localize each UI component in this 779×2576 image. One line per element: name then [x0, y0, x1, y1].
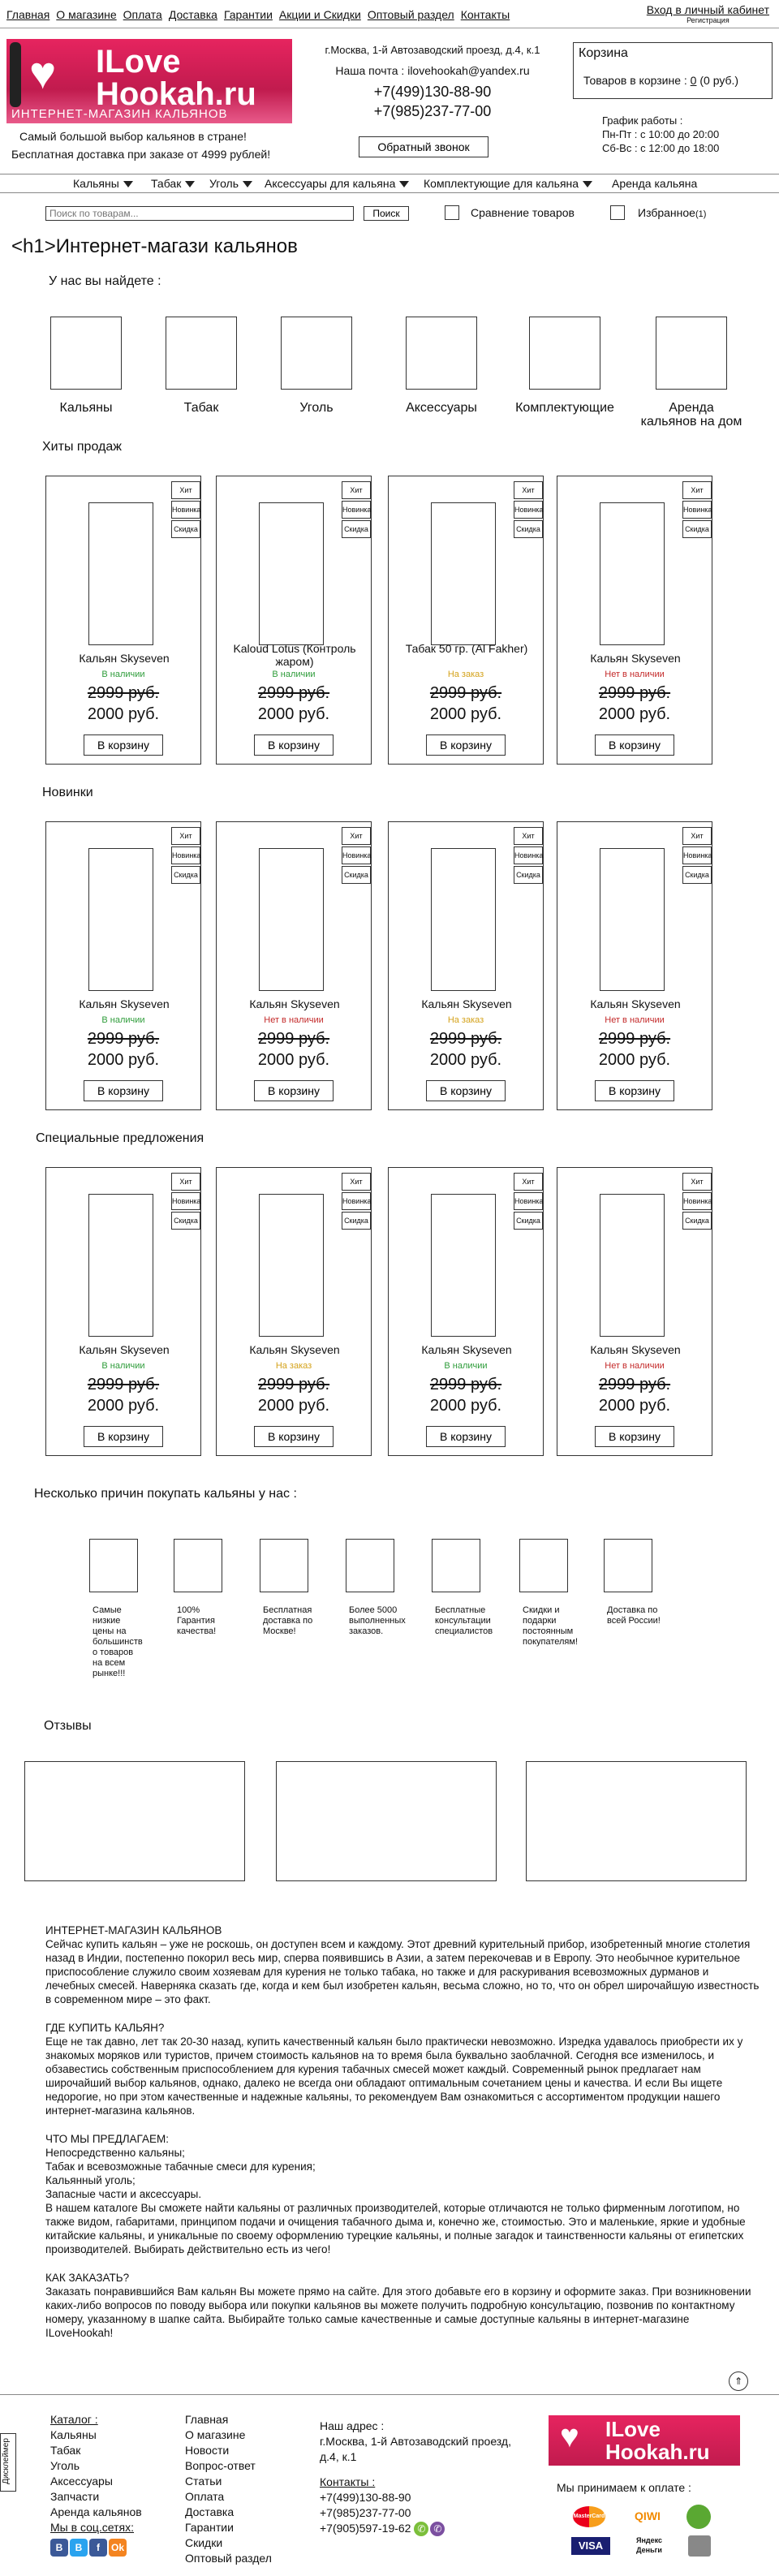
- product-badge: Хит: [342, 481, 371, 499]
- footer-contacts-title: Контакты :: [320, 2475, 376, 2488]
- add-to-cart-button[interactable]: В корзину: [254, 734, 334, 756]
- product-badge: Новинка: [682, 846, 712, 864]
- product-name[interactable]: Кальян Skyseven: [590, 652, 681, 665]
- seo-heading: КАК ЗАКАЗАТЬ?: [45, 2272, 130, 2284]
- product-badge: Хит: [342, 1173, 371, 1191]
- product-badge: Новинка: [682, 501, 712, 519]
- stock-status: На заказ: [447, 670, 484, 679]
- product-badge: Скидка: [514, 520, 543, 538]
- product-price: 2000 руб.: [598, 1397, 671, 1415]
- product-badge: Новинка: [342, 846, 371, 864]
- product-name[interactable]: Кальян Skyseven: [590, 997, 681, 1010]
- product-badges: [514, 827, 543, 885]
- product-badges: [682, 1173, 712, 1231]
- logo-line2: Hookah.ru: [96, 76, 256, 112]
- product-card[interactable]: [557, 821, 712, 1110]
- facebook-icon[interactable]: f: [89, 2539, 107, 2557]
- nav-link[interactable]: Оптовый раздел: [367, 8, 454, 21]
- chevron-down-icon: [185, 181, 195, 187]
- footer-address: г.Москва, 1-й Автозаводский проезд, д.4, к.1: [320, 2435, 511, 2463]
- footer-contacts: [320, 2419, 547, 2536]
- category-image[interactable]: [166, 317, 237, 390]
- menu-item-parts[interactable]: Комплектующие для кальяна: [424, 177, 592, 190]
- product-badge: Скидка: [514, 1212, 543, 1230]
- product-name[interactable]: Кальян Skyseven: [79, 652, 170, 665]
- address: г.Москва, 1-й Автозаводский проезд, д.4, к.1: [325, 44, 540, 56]
- reason-text: 100% Гарантия качества!: [177, 1605, 217, 1636]
- review-card[interactable]: [526, 1761, 747, 1881]
- add-to-cart-button[interactable]: В корзину: [84, 1080, 163, 1101]
- add-to-cart-button[interactable]: В корзину: [254, 1426, 334, 1447]
- reason-icon: [604, 1539, 652, 1592]
- product-image[interactable]: [600, 1194, 665, 1337]
- seo-list-item: Непосредственно кальяны;: [45, 2147, 185, 2159]
- product-image[interactable]: [431, 848, 496, 991]
- nav-link[interactable]: Гарантии: [223, 8, 273, 21]
- category-label[interactable]: Табак: [183, 401, 219, 415]
- cart-count: Товаров в корзине : 0 (0 руб.): [583, 74, 739, 87]
- login-link[interactable]: Вход в личный кабинет: [646, 3, 769, 16]
- product-badge: Скидка: [171, 866, 200, 884]
- seo-list-item: Запасные части и аксессуары.: [45, 2188, 202, 2200]
- category-label[interactable]: Аксессуары: [406, 401, 477, 415]
- scroll-up-button[interactable]: ⇑: [729, 2371, 748, 2391]
- odnoklassniki-icon[interactable]: Ok: [109, 2539, 127, 2557]
- seo-paragraph: Заказать понравившийся Вам кальян Вы можете прямо на сайте. Для этого добавьте его в корзину и оформите заказ. При возникновении каких-либо вопросов по поводу выбора или покупки кальянов вы можете получить подробную консультацию, позвонив по контактному номеру, указанному в шапке сайта. Выбирайте только самые качественные и самые доступные кальяны в интернет-магазине ILoveHookah!: [45, 2285, 751, 2339]
- product-image[interactable]: [431, 1194, 496, 1337]
- old-price: 2999 руб.: [87, 684, 160, 702]
- menu-item-rent[interactable]: Аренда кальяна: [612, 177, 698, 190]
- compare-label[interactable]: Сравнение товаров: [471, 206, 575, 219]
- footer-logo-line2: Hookah.ru: [605, 2440, 710, 2464]
- footer-pages: [185, 2412, 272, 2566]
- category-label[interactable]: Кальяны: [59, 401, 113, 415]
- product-badge: Хит: [171, 481, 200, 499]
- work-hours: График работы : Пн-Пт : с 10:00 до 20:00 Сб-Вс : с 12:00 до 18:00: [602, 114, 720, 154]
- old-price: 2999 руб.: [429, 1376, 502, 1394]
- stock-status: В наличии: [272, 670, 316, 679]
- footer-phone[interactable]: +7(985)237-77-00: [320, 2506, 411, 2519]
- stock-status: В наличии: [101, 1361, 145, 1371]
- stock-status: На заказ: [447, 1015, 484, 1025]
- webmoney-icon: [688, 2535, 711, 2557]
- category-image[interactable]: [50, 317, 122, 390]
- product-name[interactable]: Табак 50 гр. (Al Fakher): [405, 642, 528, 655]
- logo-line1: ILove: [96, 44, 181, 80]
- section-title: Новинки: [42, 786, 93, 799]
- category-image[interactable]: [281, 317, 352, 390]
- reason-icon: [346, 1539, 394, 1592]
- menu-item-hookahs[interactable]: Кальяны: [73, 177, 133, 190]
- footer-page-link[interactable]: Скидки: [185, 2536, 223, 2549]
- category-menu: [0, 174, 779, 193]
- reason-icon: [519, 1539, 568, 1592]
- review-card[interactable]: [24, 1761, 245, 1881]
- product-badge: Хит: [171, 1173, 200, 1191]
- product-badge: Скидка: [342, 520, 371, 538]
- nav-link[interactable]: Доставка: [168, 8, 217, 21]
- add-to-cart-button[interactable]: В корзину: [426, 734, 506, 756]
- product-badges: [514, 1173, 543, 1231]
- section-title: Специальные предложения: [36, 1131, 204, 1145]
- mastercard-icon: MasterCard: [573, 2506, 605, 2527]
- stock-status: Нет в наличии: [605, 670, 665, 679]
- product-image[interactable]: [600, 848, 665, 991]
- product-badge: Новинка: [171, 1192, 200, 1210]
- product-price: 2000 руб.: [257, 1051, 330, 1069]
- logo-tagline: ИНТЕРНЕТ-МАГАЗИН КАЛЬЯНОВ: [11, 107, 228, 121]
- reason-icon: [260, 1539, 308, 1592]
- product-price: 2000 руб.: [429, 1397, 502, 1415]
- chevron-down-icon: [243, 181, 252, 187]
- product-price: 2000 руб.: [429, 705, 502, 723]
- hookah-icon: [10, 42, 21, 107]
- product-price: 2000 руб.: [87, 705, 160, 723]
- product-image[interactable]: [259, 848, 324, 991]
- add-to-cart-button[interactable]: В корзину: [595, 1426, 674, 1447]
- product-badge: Скидка: [682, 866, 712, 884]
- product-badge: Скидка: [171, 1212, 200, 1230]
- product-badge: Хит: [514, 481, 543, 499]
- seo-paragraph: Сейчас купить кальян – уже не роскошь, он доступен всем и каждому. Этот древний курительный прибор, изобретенный многие столетия назад в Индии, постепенно покорил весь мир, сперва появившись в Азии, а затем перекочевав и в Европу. Это необычное курительное приспособление служило своим хозяевам для курения не только табака, но также и для раскуривания всевозможных дурманов и лечебных смесей. Наверняка сказать где, когда и кем был изобретен кальян, весьма сложно, но то, что он обрел широчайшую известность в современном мире – это факт.: [45, 1938, 760, 2005]
- footer-catalog: [50, 2412, 142, 2557]
- product-badges: [342, 481, 371, 540]
- login-block: [647, 3, 769, 24]
- product-card[interactable]: [557, 1167, 712, 1456]
- seo-heading: ГДЕ КУПИТЬ КАЛЬЯН?: [45, 2022, 165, 2034]
- old-price: 2999 руб.: [87, 1030, 160, 1048]
- category-label[interactable]: Уголь: [299, 401, 334, 415]
- product-badge: Скидка: [682, 520, 712, 538]
- viber-icon[interactable]: ✆: [430, 2522, 445, 2536]
- product-name[interactable]: Kaloud Lotus (Контроль жаром): [233, 642, 356, 668]
- stock-status: В наличии: [444, 1361, 488, 1371]
- old-price: 2999 руб.: [87, 1376, 160, 1394]
- review-card[interactable]: [276, 1761, 497, 1881]
- product-badge: Хит: [171, 827, 200, 845]
- add-to-cart-button[interactable]: В корзину: [595, 1080, 674, 1101]
- site-logo[interactable]: [6, 39, 292, 123]
- product-name[interactable]: Кальян Skyseven: [421, 997, 512, 1010]
- heart-icon: ♥: [560, 2419, 579, 2454]
- reason-text: Доставка по всей России!: [607, 1605, 661, 1626]
- product-card[interactable]: [45, 821, 201, 1110]
- product-name[interactable]: Кальян Skyseven: [249, 997, 340, 1010]
- product-card[interactable]: [216, 476, 372, 765]
- nav-link[interactable]: Главная: [6, 8, 50, 21]
- stock-status: Нет в наличии: [605, 1361, 665, 1371]
- seo-paragraph: Еще не так давно, лет так 20-30 назад, купить качественный кальян было практически невозможно. Изредка удавалось приобрести их у знакомых моряков или туристов, причем стоимость кальянов на то время была буквально заоблачной. Сегодня все изменилось, и обзавестись собственным приспособлением для курения табачных смесей может каждый. Современный рынок предлагает нам широчайший выбор кальянов, однако, далеко не всегда они обладают оптимальным сочетанием цены и качества. И если Вы ищете недорогие, но при этом качественные и надежные кальяны, то рекомендуем Вам ознакомиться с ассортиментом продукции нашего интернет-магазина кальянов.: [45, 2035, 743, 2117]
- callback-button[interactable]: Обратный звонок: [359, 136, 488, 157]
- stock-status: Нет в наличии: [605, 1015, 665, 1025]
- footer-catalog-link[interactable]: Запчасти: [50, 2490, 100, 2503]
- visa-icon: VISA: [571, 2537, 610, 2555]
- footer-catalog-link[interactable]: Аксессуары: [50, 2475, 113, 2488]
- seo-paragraph: В нашем каталоге Вы сможете найти кальяны от различных производителей, которые отличаются не только фирменным логотипом, но также видом, габаритами, принципом подачи и очищения табачного дыма и, конечно же, стоимостью. Это и маленькие, яркие и удобные китайские кальяны, и уникальные по своему оформлению турецкие кальяны, и полные загадок и таинственности кальяны от египетских производителей. Выбирать действительно есть из чего!: [45, 2202, 746, 2255]
- reason-text: Бесплатные консультации специалистов: [435, 1605, 493, 1636]
- category-label[interactable]: Комплектующие: [515, 401, 614, 415]
- nav-link[interactable]: О магазине: [56, 8, 117, 21]
- footer-phone[interactable]: +7(905)597-19-62 ✆ ✆: [320, 2521, 547, 2536]
- category-image[interactable]: [656, 317, 727, 390]
- stock-status: Нет в наличии: [264, 1015, 324, 1025]
- product-badge: Новинка: [171, 846, 200, 864]
- old-price: 2999 руб.: [257, 1030, 330, 1048]
- old-price: 2999 руб.: [598, 1376, 671, 1394]
- slogan: Самый большой выбор кальянов в стране!: [19, 130, 247, 143]
- seo-heading: ИНТЕРНЕТ-МАГАЗИН КАЛЬЯНОВ: [45, 1924, 222, 1936]
- top-nav: [6, 8, 510, 21]
- footer-page-link[interactable]: О магазине: [185, 2428, 246, 2441]
- product-card[interactable]: [388, 821, 544, 1110]
- seo-heading: ЧТО МЫ ПРЕДЛАГАЕМ:: [45, 2133, 169, 2145]
- reason-text: Более 5000 выполненных заказов.: [349, 1605, 406, 1636]
- footer-page-link[interactable]: Главная: [185, 2413, 229, 2426]
- product-badge: Скидка: [342, 866, 371, 884]
- product-badges: [171, 1173, 200, 1231]
- nav-link[interactable]: Контакты: [460, 8, 510, 21]
- chevron-down-icon: [583, 181, 592, 187]
- categories-title: У нас вы найдете :: [49, 274, 161, 288]
- product-badge: Скидка: [514, 866, 543, 884]
- product-badge: Новинка: [514, 501, 543, 519]
- footer-page-link[interactable]: Гарантии: [185, 2521, 234, 2534]
- menu-item-coal[interactable]: Уголь: [209, 177, 252, 190]
- phone[interactable]: +7(499)130-88-90: [373, 84, 492, 100]
- footer-logo-line1: ILove: [605, 2417, 661, 2441]
- phone[interactable]: +7(985)237-77-00: [373, 103, 492, 119]
- add-to-cart-button[interactable]: В корзину: [84, 1426, 163, 1447]
- chevron-down-icon: [399, 181, 409, 187]
- product-badge: Новинка: [514, 1192, 543, 1210]
- old-price: 2999 руб.: [257, 684, 330, 702]
- product-name[interactable]: Кальян Skyseven: [590, 1343, 681, 1356]
- seo-text: [45, 1923, 760, 2340]
- twitter-icon[interactable]: В: [70, 2539, 88, 2557]
- product-badge: Хит: [682, 827, 712, 845]
- footer-page-link[interactable]: Доставка: [185, 2505, 235, 2518]
- yandex-money-icon: Яндекс Деньги: [635, 2536, 662, 2554]
- footer-page-link[interactable]: Новости: [185, 2444, 230, 2457]
- reasons-title: Несколько причин покупать кальяны у нас :: [34, 1487, 297, 1501]
- footer-catalog-title: Каталог :: [50, 2413, 98, 2426]
- email: Наша почта : ilovehookah@yandex.ru: [335, 64, 530, 77]
- footer-catalog-link[interactable]: Уголь: [50, 2459, 80, 2472]
- product-card[interactable]: [557, 476, 712, 765]
- add-to-cart-button[interactable]: В корзину: [84, 734, 163, 756]
- product-badges: [171, 827, 200, 885]
- category-image[interactable]: [529, 317, 600, 390]
- footer-page-link[interactable]: Вопрос-ответ: [185, 2459, 256, 2472]
- footer-catalog-link[interactable]: Табак: [50, 2444, 81, 2457]
- product-price: 2000 руб.: [598, 705, 671, 723]
- add-to-cart-button[interactable]: В корзину: [426, 1426, 506, 1447]
- product-card[interactable]: [216, 821, 372, 1110]
- product-name[interactable]: Кальян Skyseven: [421, 1343, 512, 1356]
- footer-address-title: Наш адрес :: [320, 2419, 385, 2432]
- blog-icon[interactable]: B: [50, 2539, 68, 2557]
- product-card[interactable]: [388, 1167, 544, 1456]
- category-image[interactable]: [406, 317, 477, 390]
- chevron-down-icon: [123, 181, 133, 187]
- register-link[interactable]: Регистрация: [686, 16, 730, 24]
- page-title: <h1>Интернет-магази кальянов: [11, 235, 298, 257]
- add-to-cart-button[interactable]: В корзину: [254, 1080, 334, 1101]
- product-badges: [682, 827, 712, 885]
- search-button[interactable]: Поиск: [364, 206, 409, 221]
- product-price: 2000 руб.: [257, 705, 330, 723]
- product-badge: Хит: [682, 481, 712, 499]
- reason-icon: [174, 1539, 222, 1592]
- product-image[interactable]: [88, 848, 153, 991]
- product-badge: Хит: [342, 827, 371, 845]
- product-card[interactable]: [45, 1167, 201, 1456]
- product-image[interactable]: [259, 502, 324, 645]
- menu-item-tobacco[interactable]: Табак: [151, 177, 195, 190]
- footer-page-link[interactable]: Оптовый раздел: [185, 2552, 272, 2565]
- product-badges: [171, 481, 200, 540]
- product-price: 2000 руб.: [87, 1051, 160, 1069]
- product-badge: Хит: [514, 1173, 543, 1191]
- product-badge: Скидка: [171, 520, 200, 538]
- product-badges: [342, 1173, 371, 1231]
- product-badges: [682, 481, 712, 540]
- header-contacts: [299, 44, 566, 121]
- qiwi-icon: QIWI: [635, 2509, 661, 2522]
- footer-phone[interactable]: +7(499)130-88-90: [320, 2491, 411, 2504]
- favorites-label[interactable]: Избранное(1): [638, 206, 707, 219]
- disclaimer-tab[interactable]: Дисклеймер: [0, 2433, 16, 2492]
- cart-widget[interactable]: [573, 42, 773, 99]
- old-price: 2999 руб.: [257, 1376, 330, 1394]
- reason-text: Скидки и подарки постоянным покупателям!: [523, 1605, 579, 1647]
- slogan-delivery: Бесплатная доставка при заказе от 4999 рублей!: [11, 148, 271, 161]
- add-to-cart-button[interactable]: В корзину: [595, 734, 674, 756]
- reason-text: Самые низкие цены на большинств о товаров на всем рынке!!!: [93, 1605, 143, 1678]
- product-price: 2000 руб.: [429, 1051, 502, 1069]
- reason-text: Бесплатная доставка по Москве!: [263, 1605, 313, 1636]
- social-links: [50, 2539, 142, 2557]
- product-price: 2000 руб.: [598, 1051, 671, 1069]
- footer-social-title: Мы в соц.сетях:: [50, 2521, 134, 2534]
- add-to-cart-button[interactable]: В корзину: [426, 1080, 506, 1101]
- product-badge: Скидка: [682, 1212, 712, 1230]
- product-card[interactable]: [216, 1167, 372, 1456]
- footer-page-link[interactable]: Статьи: [185, 2475, 222, 2488]
- product-badge: Новинка: [682, 1192, 712, 1210]
- whatsapp-icon[interactable]: ✆: [414, 2522, 428, 2536]
- product-card[interactable]: [45, 476, 201, 765]
- product-badge: Скидка: [342, 1212, 371, 1230]
- product-badge: Хит: [514, 827, 543, 845]
- product-price: 2000 руб.: [87, 1397, 160, 1415]
- product-badge: Новинка: [171, 501, 200, 519]
- nav-link[interactable]: Оплата: [123, 8, 162, 21]
- product-price: 2000 руб.: [257, 1397, 330, 1415]
- old-price: 2999 руб.: [598, 684, 671, 702]
- product-badge: Хит: [682, 1173, 712, 1191]
- old-price: 2999 руб.: [429, 1030, 502, 1048]
- payment-title: Мы принимаем к оплате :: [557, 2481, 691, 2494]
- product-badges: [342, 827, 371, 885]
- product-badge: Новинка: [342, 1192, 371, 1210]
- product-card[interactable]: [388, 476, 544, 765]
- stock-status: На заказ: [275, 1361, 312, 1371]
- product-image[interactable]: [88, 1194, 153, 1337]
- product-image[interactable]: [431, 502, 496, 645]
- reason-icon: [89, 1539, 138, 1592]
- stock-status: В наличии: [101, 670, 145, 679]
- reason-icon: [432, 1539, 480, 1592]
- sberbank-icon: [686, 2505, 711, 2529]
- footer-logo[interactable]: [549, 2415, 740, 2466]
- product-name[interactable]: Кальян Skyseven: [79, 1343, 170, 1356]
- footer-page-link[interactable]: Оплата: [185, 2490, 225, 2503]
- product-badge: Новинка: [514, 846, 543, 864]
- old-price: 2999 руб.: [429, 684, 502, 702]
- product-name[interactable]: Кальян Skyseven: [249, 1343, 340, 1356]
- old-price: 2999 руб.: [598, 1030, 671, 1048]
- product-name[interactable]: Кальян Skyseven: [79, 997, 170, 1010]
- category-label[interactable]: Аренда кальянов на дом: [640, 401, 742, 429]
- stock-status: В наличии: [101, 1015, 145, 1025]
- cart-title: Корзина: [579, 46, 628, 60]
- seo-list-item: Кальянный уголь;: [45, 2174, 136, 2186]
- product-image[interactable]: [259, 1194, 324, 1337]
- nav-link[interactable]: Акции и Скидки: [278, 8, 361, 21]
- favorites-checkbox[interactable]: [610, 205, 625, 220]
- product-badges: [514, 481, 543, 540]
- heart-icon: ♥: [29, 47, 57, 98]
- compare-checkbox[interactable]: [445, 205, 459, 220]
- menu-item-accessories[interactable]: Аксессуары для кальяна: [265, 177, 409, 190]
- footer-catalog-link[interactable]: Аренда кальянов: [50, 2505, 142, 2518]
- product-image[interactable]: [600, 502, 665, 645]
- product-badge: Новинка: [342, 501, 371, 519]
- search-input[interactable]: [45, 206, 354, 221]
- section-title: Хиты продаж: [42, 440, 122, 454]
- reviews-title: Отзывы: [44, 1719, 92, 1733]
- product-image[interactable]: [88, 502, 153, 645]
- seo-list-item: Табак и всевозможные табачные смеси для курения;: [45, 2160, 316, 2173]
- footer-catalog-link[interactable]: Кальяны: [50, 2428, 97, 2441]
